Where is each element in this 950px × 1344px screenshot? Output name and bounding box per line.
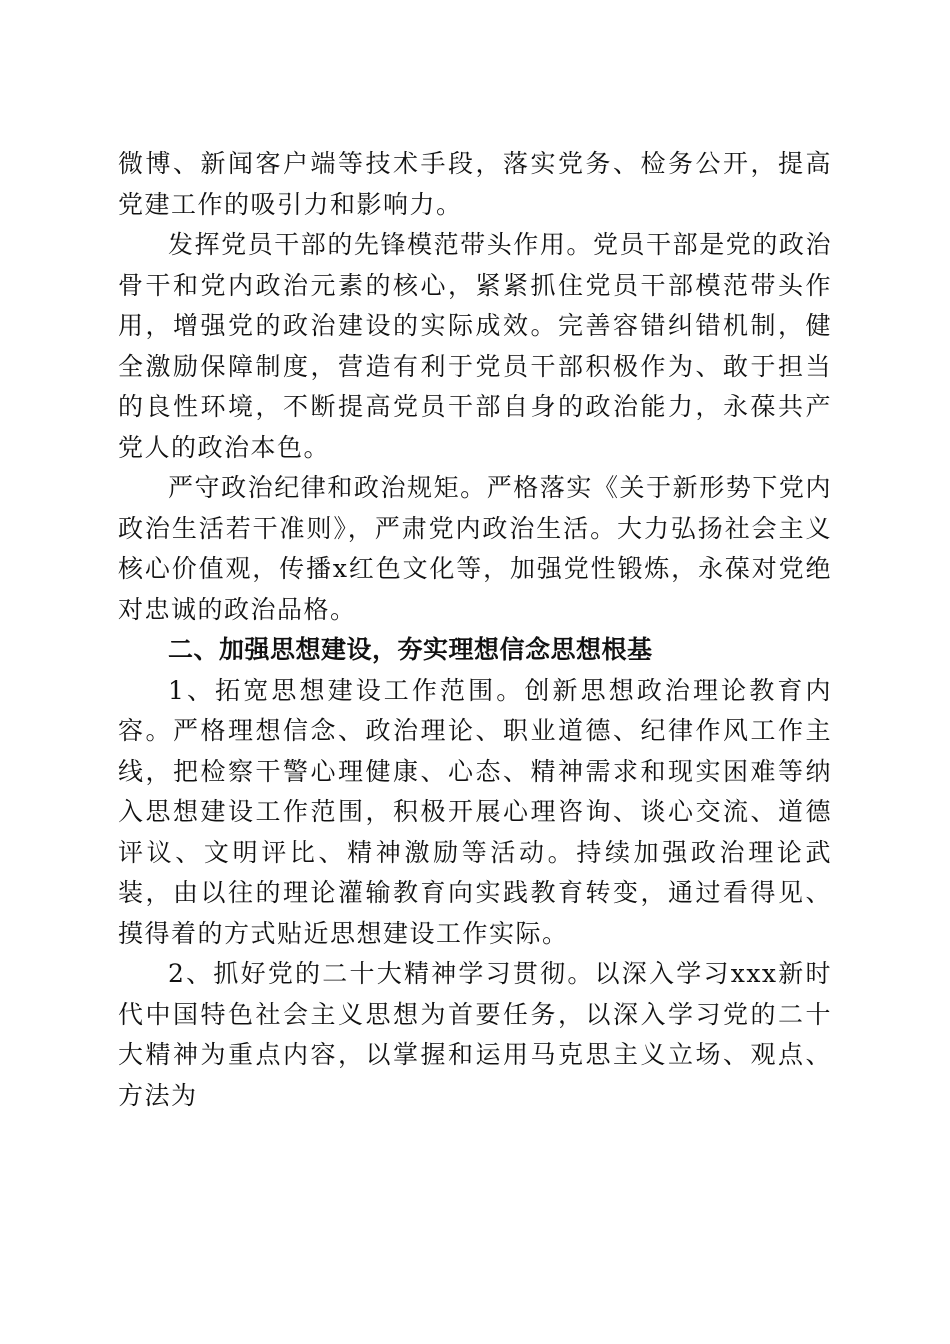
paragraph-item-1: 1、拓宽思想建设工作范围。创新思想政治理论教育内容。严格理想信念、政治理论、职业道德、纪律作风工作主线，把检察干警心理健康、心态、精神需求和现实困难等纳入思想建设工作范围，积极开展心理咨询、谈心交流、道德评议、文明评比、精神激励等活动。持续加强政治理论武装，由以往的理论灌输教育向实践教育转变，通过看得见、摸得着的方式贴近思想建设工作实际。	[118, 675, 832, 948]
paragraph-continuation: 微博、新闻客户端等技术手段，落实党务、检务公开，提高党建工作的吸引力和影响力。	[118, 149, 832, 219]
document-body	[118, 144, 832, 1116]
paragraph-item-2: 2、抓好党的二十大精神学习贯彻。以深入学习xxx新时代中国特色社会主义思想为首要任务，以深入学习党的二十大精神为重点内容，以掌握和运用马克思主义立场、观点、方法为	[118, 959, 832, 1110]
section-heading: 二、加强思想建设，夯实理想信念思想根基	[168, 635, 653, 664]
paragraph-party-cadres: 发挥党员干部的先锋模范带头作用。党员干部是党的政治骨干和党内政治元素的核心，紧紧抓住党员干部模范带头作用，增强党的政治建设的实际成效。完善容错纠错机制，健全激励保障制度，营造有利于党员干部积极作为、敢于担当的良性环境，不断提高党员干部自身的政治能力，永葆共产党人的政治本色。	[118, 230, 832, 462]
paragraph-political-discipline: 严守政治纪律和政治规矩。严格落实《关于新形势下党内政治生活若干准则》，严肃党内政治生活。大力弘扬社会主义核心价值观，传播x红色文化等，加强党性锻炼，永葆对党绝对忠诚的政治品格。	[118, 473, 832, 624]
